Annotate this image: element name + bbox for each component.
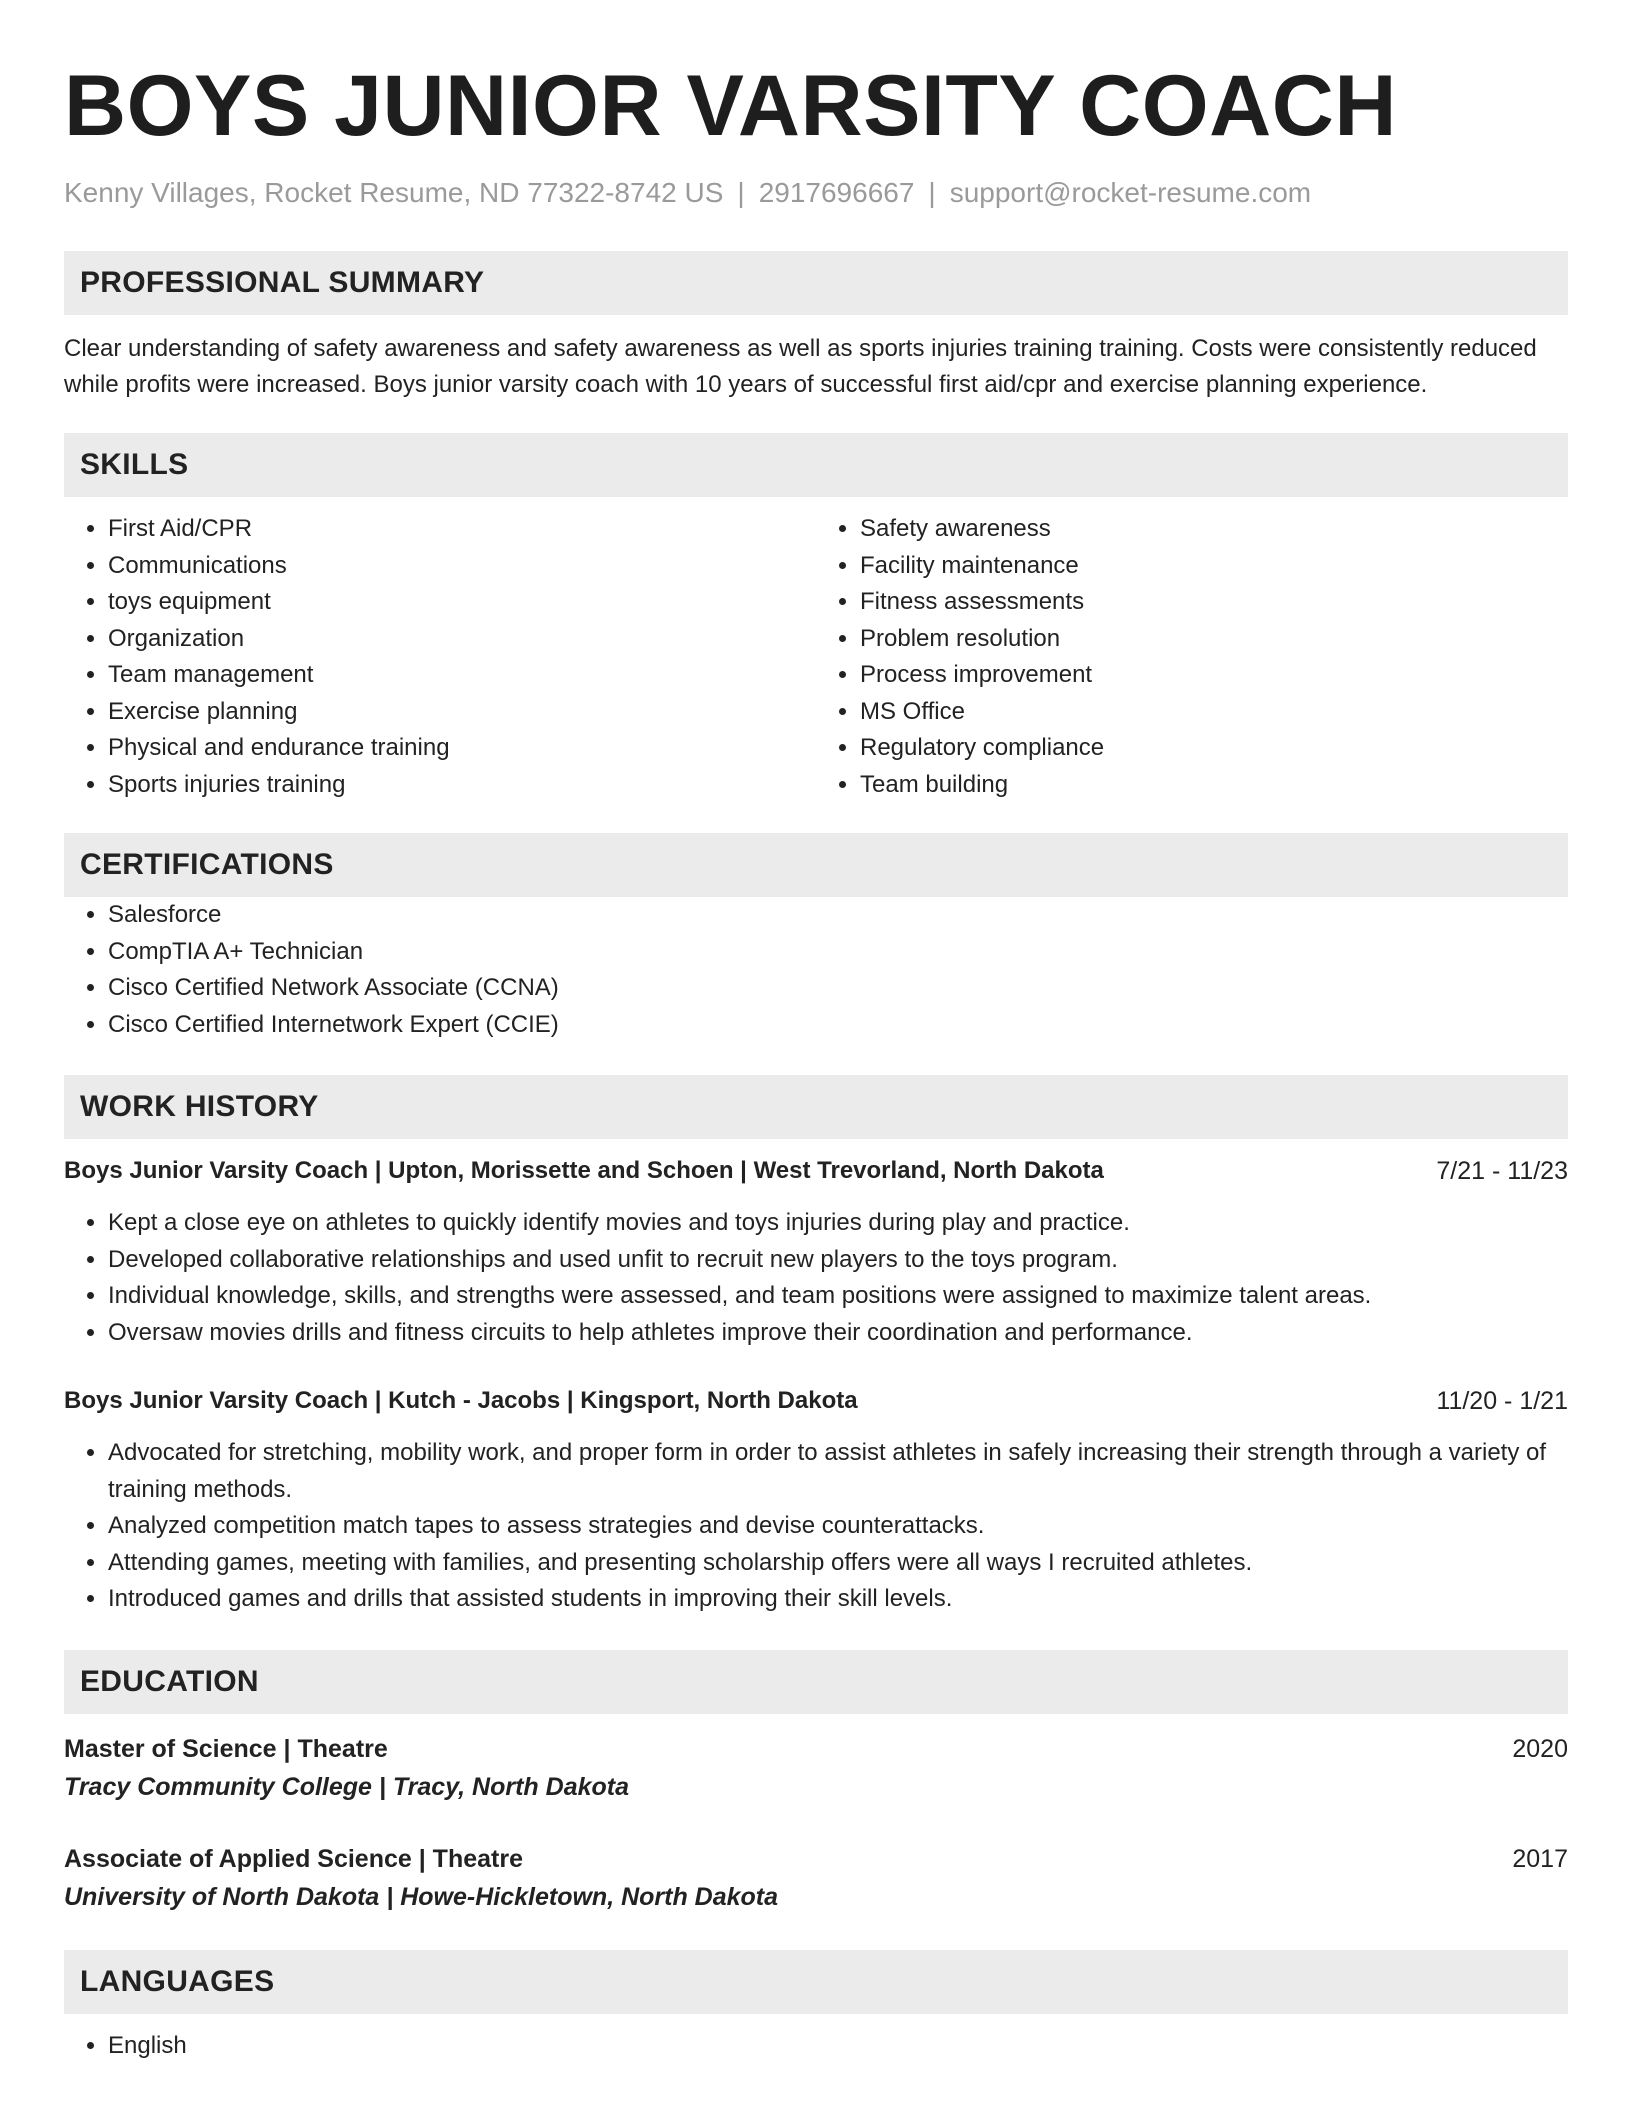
contact-separator: | bbox=[737, 177, 745, 208]
section-header-skills: SKILLS bbox=[64, 433, 1568, 497]
job-bullet: • Attending games, meeting with families, and presenting scholarship offers were all ways I recruited athletes. bbox=[108, 1545, 1568, 1582]
summary-text: Clear understanding of safety awareness and safety awareness as well as sports injuries training training. Costs were consistently reduced while profits were increased. Boys junior varsity coach with 10 years of successful first aid/cpr and exercise planning experience. bbox=[64, 335, 1537, 398]
skill-item: • Exercise planning bbox=[108, 694, 816, 731]
skill-item: • Regulatory compliance bbox=[860, 730, 1568, 767]
education-school: University of North Dakota | Howe-Hickletown, North Dakota bbox=[64, 1882, 779, 1911]
skill-item: • Team management bbox=[108, 657, 816, 694]
language-item: • English bbox=[108, 2028, 1568, 2065]
education-degree: Master of Science | Theatre bbox=[64, 1734, 388, 1763]
education-degree: Associate of Applied Science | Theatre bbox=[64, 1844, 523, 1873]
job-bullet: • Oversaw movies drills and fitness circuits to help athletes improve their coordination and performance. bbox=[108, 1315, 1568, 1352]
job-dates: 11/20 - 1/21 bbox=[1436, 1387, 1568, 1415]
certification-item: • Cisco Certified Network Associate (CCNA) bbox=[108, 970, 1568, 1007]
skill-item: • First Aid/CPR bbox=[108, 511, 816, 548]
skill-item: • Facility maintenance bbox=[860, 548, 1568, 585]
job-dates: 7/21 - 11/23 bbox=[1436, 1157, 1568, 1185]
skill-item: • Team building bbox=[860, 767, 1568, 804]
education-school: Tracy Community College | Tracy, North Dakota bbox=[64, 1772, 630, 1801]
job-header bbox=[64, 1153, 1568, 1189]
job-title: Boys Junior Varsity Coach | Kutch - Jacobs | Kingsport, North Dakota bbox=[64, 1387, 858, 1414]
job-header bbox=[64, 1383, 1568, 1419]
section-header-work-history: WORK HISTORY bbox=[64, 1075, 1568, 1139]
job-title: Boys Junior Varsity Coach | Upton, Morissette and Schoen | West Trevorland, North Dakota bbox=[64, 1157, 1104, 1184]
job-entry bbox=[64, 1383, 1568, 1618]
section-header-languages: LANGUAGES bbox=[64, 1950, 1568, 2014]
certification-item: • CompTIA A+ Technician bbox=[108, 934, 1568, 971]
section-header-summary: PROFESSIONAL SUMMARY bbox=[64, 251, 1568, 315]
contact-address: Kenny Villages, Rocket Resume, ND 77322-8742 US bbox=[64, 177, 724, 208]
resume-name-title: BOYS JUNIOR VARSITY COACH bbox=[64, 58, 1397, 154]
job-bullet: • Individual knowledge, skills, and strengths were assessed, and team positions were assigned to maximize talent areas. bbox=[108, 1278, 1568, 1315]
skill-item: • Physical and endurance training bbox=[108, 730, 816, 767]
section-header-education: EDUCATION bbox=[64, 1650, 1568, 1714]
job-bullet: • Developed collaborative relationships and used unfit to recruit new players to the toys program. bbox=[108, 1242, 1568, 1279]
skill-item: • Process improvement bbox=[860, 657, 1568, 694]
job-bullet: • Introduced games and drills that assisted students in improving their skill levels. bbox=[108, 1581, 1568, 1618]
skill-item: • toys equipment bbox=[108, 584, 816, 621]
skill-item: • Safety awareness bbox=[860, 511, 1568, 548]
job-bullet: • Advocated for stretching, mobility work, and proper form in order to assist athletes in safely increasing their strength through a variety of training methods. bbox=[108, 1435, 1568, 1508]
skill-item: • Fitness assessments bbox=[860, 584, 1568, 621]
section-header-certifications: CERTIFICATIONS bbox=[64, 833, 1568, 897]
certifications-list bbox=[64, 897, 1568, 1043]
job-bullets bbox=[64, 1435, 1568, 1618]
contact-separator: | bbox=[928, 177, 936, 208]
skill-item: • Communications bbox=[108, 548, 816, 585]
skills-list bbox=[64, 511, 1568, 803]
education-header bbox=[64, 1730, 1568, 1768]
education-year: 2017 bbox=[1512, 1844, 1568, 1873]
contact-line bbox=[64, 176, 1568, 210]
certification-item: • Cisco Certified Internetwork Expert (CCIE) bbox=[108, 1007, 1568, 1044]
skills-column-right bbox=[816, 511, 1568, 803]
education-year: 2020 bbox=[1512, 1734, 1568, 1763]
skill-item: • MS Office bbox=[860, 694, 1568, 731]
contact-phone: 2917696667 bbox=[758, 177, 915, 208]
job-bullets bbox=[64, 1205, 1568, 1351]
education-header bbox=[64, 1840, 1568, 1878]
job-entry bbox=[64, 1153, 1568, 1351]
certification-item: • Salesforce bbox=[108, 897, 1568, 934]
skill-item: • Organization bbox=[108, 621, 816, 658]
education-entry bbox=[64, 1840, 1568, 1916]
skill-item: • Sports injuries training bbox=[108, 767, 816, 804]
education-entry bbox=[64, 1730, 1568, 1806]
job-bullet: • Kept a close eye on athletes to quickly identify movies and toys injuries during play and practice. bbox=[108, 1205, 1568, 1242]
skill-item: • Problem resolution bbox=[860, 621, 1568, 658]
job-bullet: • Analyzed competition match tapes to assess strategies and devise counterattacks. bbox=[108, 1508, 1568, 1545]
skills-column-left bbox=[64, 511, 816, 803]
languages-list bbox=[64, 2028, 1568, 2065]
contact-email[interactable]: support@rocket-resume.com bbox=[949, 177, 1312, 208]
